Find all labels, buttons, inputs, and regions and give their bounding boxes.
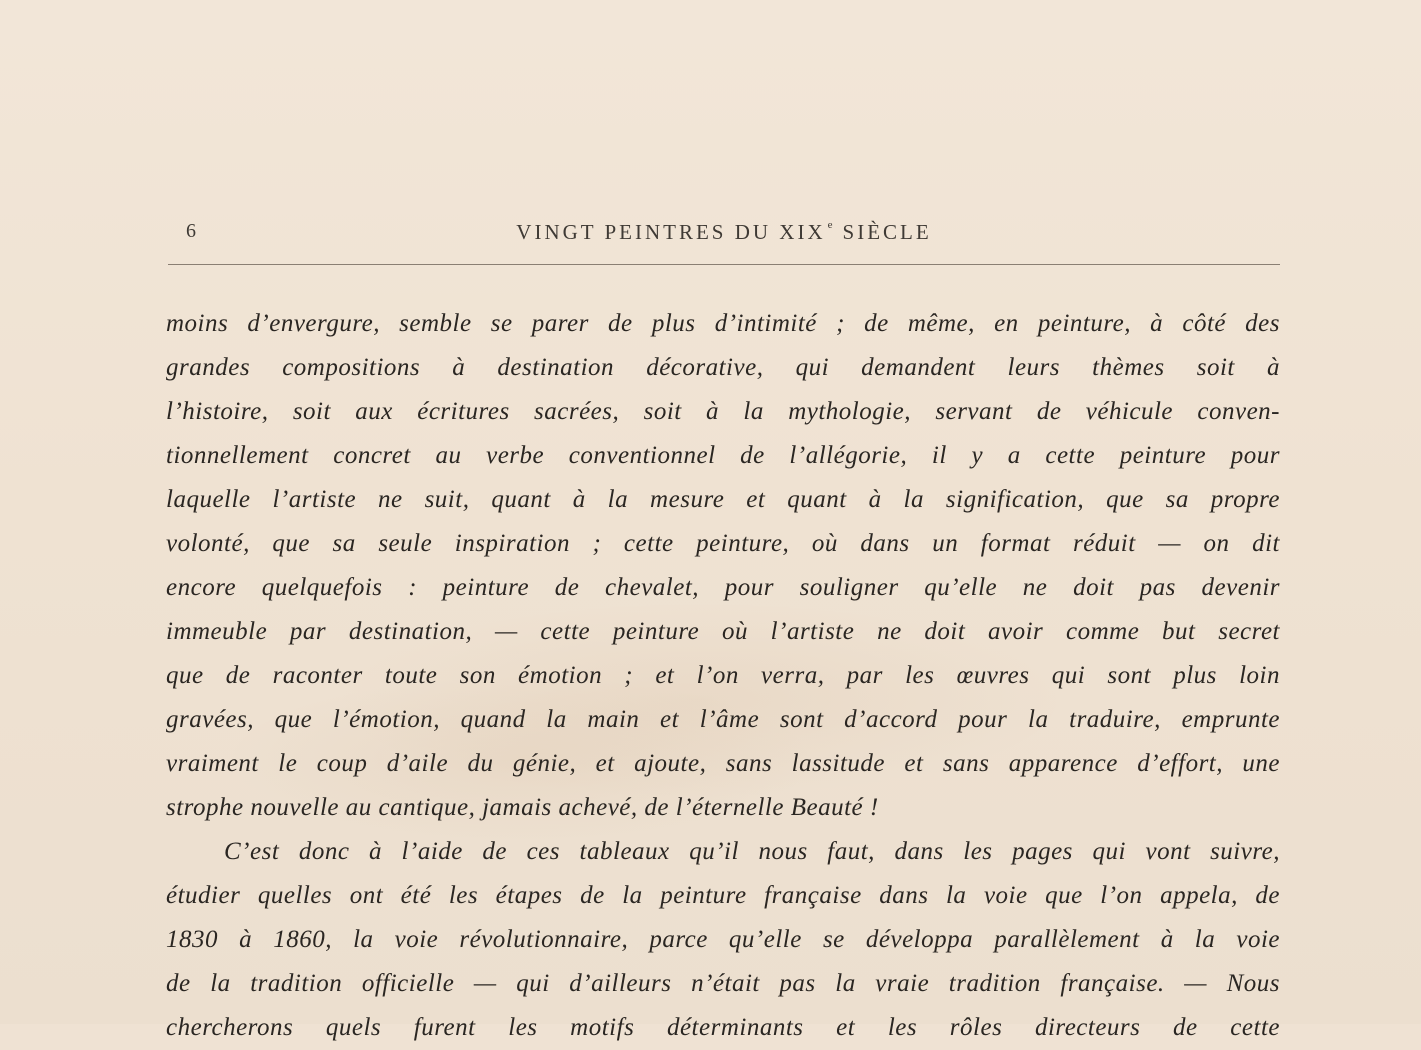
text-line: encore quelquefois : peinture de chevalet, pour souligner qu’elle ne doit pas devenir bbox=[166, 574, 1280, 601]
text-line: de la tradition officielle — qui d’ailleurs n’était pas la vraie tradition française. — Nous bbox=[166, 970, 1280, 997]
text-line-paragraph-start: C’est donc à l’aide de ces tableaux qu’il nous faut, dans les pages qui vont suivre, bbox=[224, 838, 1280, 865]
text-line: 1830 à 1860, la voie révolutionnaire, parce qu’elle se développa parallèlement à la voie bbox=[166, 926, 1280, 953]
text-line-partial: chercherons quels furent les motifs déterminants et les rôles directeurs de cette bbox=[166, 1014, 1280, 1041]
text-line: vraiment le coup d’aile du génie, et ajoute, sans lassitude et sans apparence d’effort, une bbox=[166, 750, 1280, 777]
text-line-paragraph-end: strophe nouvelle au cantique, jamais achevé, de l’éternelle Beauté ! bbox=[166, 794, 879, 821]
text-line: laquelle l’artiste ne suit, quant à la mesure et quant à la signification, que sa propre bbox=[166, 486, 1280, 513]
text-line: moins d’envergure, semble se parer de plus d’intimité ; de même, en peinture, à côté des bbox=[166, 310, 1280, 337]
page-number: 6 bbox=[186, 220, 197, 242]
text-line: étudier quelles ont été les étapes de la peinture française dans la voie que l’on appela, de bbox=[166, 882, 1280, 909]
page-header bbox=[168, 218, 1280, 248]
text-line: tionnellement concret au verbe conventionnel de l’allégorie, il y a cette peinture pour bbox=[166, 442, 1280, 469]
running-title-main: VINGT PEINTRES DU XIX bbox=[516, 220, 826, 244]
text-line: grandes compositions à destination décorative, qui demandent leurs thèmes soit à bbox=[166, 354, 1280, 381]
header-rule bbox=[168, 264, 1280, 265]
text-line: gravées, que l’émotion, quand la main et l’âme sont d’accord pour la traduire, emprunte bbox=[166, 706, 1280, 733]
body-text bbox=[166, 302, 1280, 1041]
running-title-superscript: e bbox=[827, 219, 833, 231]
text-line: que de raconter toute son émotion ; et l’on verra, par les œuvres qui sont plus loin bbox=[166, 662, 1280, 689]
running-title-end: SIÈCLE bbox=[842, 220, 932, 244]
text-line: l’histoire, soit aux écritures sacrées, soit à la mythologie, servant de véhicule conven- bbox=[166, 398, 1280, 425]
text-line: volonté, que sa seule inspiration ; cette peinture, où dans un format réduit — on dit bbox=[166, 530, 1280, 557]
text-line: immeuble par destination, — cette peinture où l’artiste ne doit avoir comme but secret bbox=[166, 618, 1280, 645]
running-title bbox=[168, 220, 1280, 245]
